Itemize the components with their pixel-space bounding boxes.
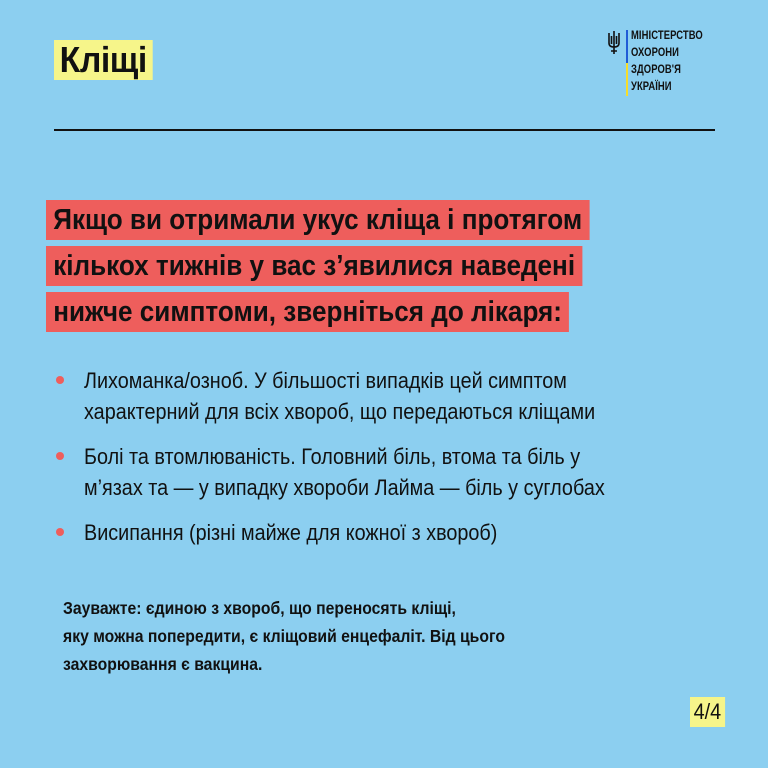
headline-text: кількох тижнів у вас з’явилися наведені (46, 246, 582, 286)
ministry-name-line: ЗДОРОВ'Я (631, 64, 681, 76)
page-number: 4/4 (690, 697, 725, 727)
ministry-name-line: ОХОРОНИ (631, 47, 680, 59)
vaccine-note (63, 594, 703, 678)
headline-line (46, 292, 736, 332)
headline-line (46, 200, 736, 240)
symptom-text: м’язах та — у випадку хвороби Лайма — біль у суглобах (84, 475, 605, 500)
headline-text: нижче симптоми, зверніться до лікаря: (46, 292, 569, 332)
headline-text: Якщо ви отримали укус кліща і протягом (46, 200, 589, 240)
symptom-text: Болі та втомлюваність. Головний біль, втома та біль у (84, 444, 581, 469)
logo-flag-bar (626, 30, 628, 96)
symptom-text: Лихоманка/озноб. У більшості випадків цей симптом (84, 368, 567, 393)
bullet-dot-icon (56, 452, 64, 460)
trident-icon (607, 30, 621, 56)
headline (46, 200, 736, 338)
symptom-text: Висипання (різні майже для кожної з хвороб) (84, 520, 498, 545)
symptom-item-fever (56, 365, 736, 427)
ministry-name (631, 28, 703, 96)
title-block (54, 40, 159, 80)
note-text: захворювання є вакцина. (63, 654, 263, 674)
page-title: Кліщі (54, 40, 152, 80)
note-text: Зауважте: єдиною з хвороб, що переносять кліщі, (63, 598, 456, 618)
headline-line (46, 246, 736, 286)
symptom-text: характерний для всіх хвороб, що передаються кліщами (84, 399, 596, 424)
note-text: яку можна попередити, є кліщовий енцефаліт. Від цього (63, 626, 505, 646)
symptom-item-fatigue (56, 441, 736, 503)
ministry-name-line: УКРАЇНИ (631, 81, 672, 93)
bullet-dot-icon (56, 376, 64, 384)
ministry-name-line: МІНІСТЕРСТВО (631, 30, 703, 42)
bullet-dot-icon (56, 528, 64, 536)
symptom-list (56, 365, 736, 562)
header-divider (54, 129, 715, 131)
symptom-item-rash (56, 517, 736, 548)
ministry-logo (607, 28, 727, 100)
